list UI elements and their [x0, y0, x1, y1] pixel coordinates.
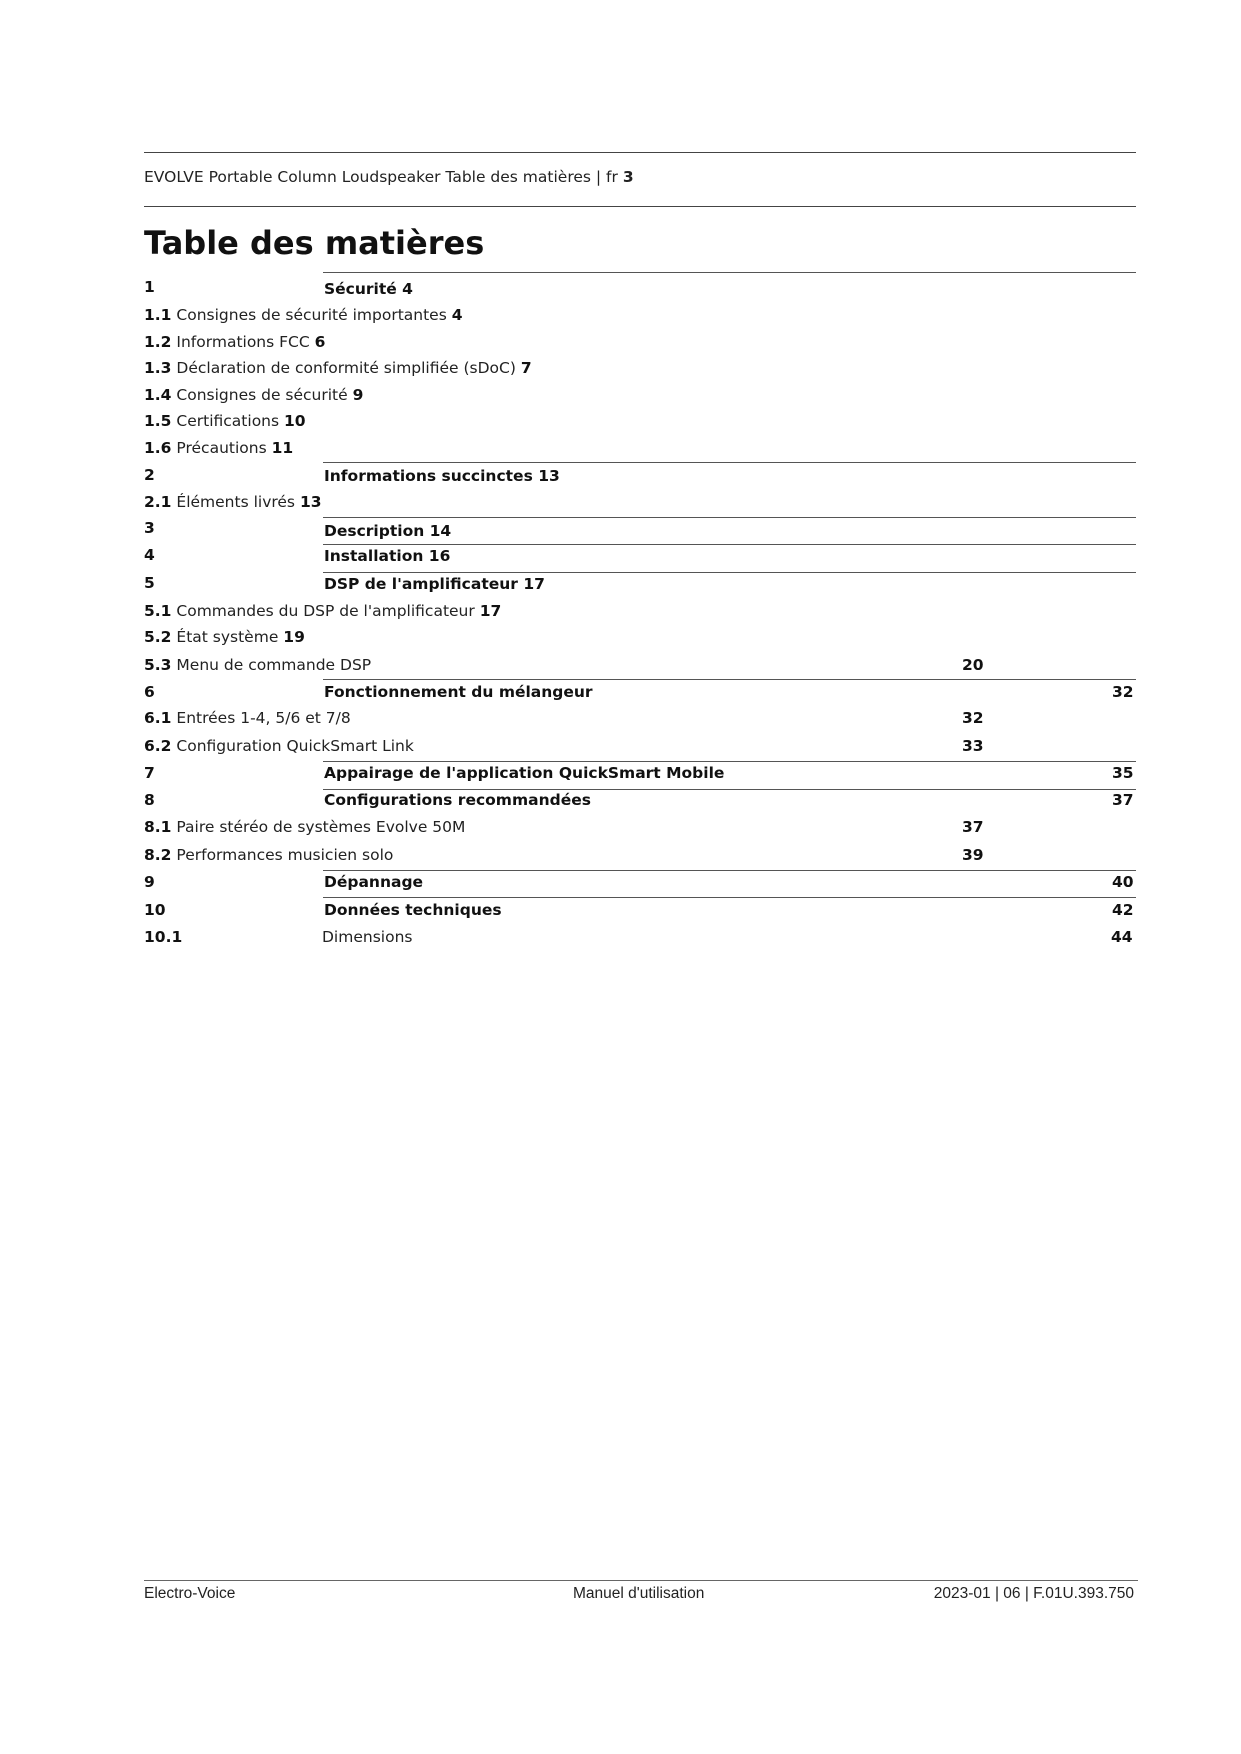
toc-chapter-6-page: 32	[1112, 683, 1134, 701]
toc-section-page: 11	[271, 439, 294, 457]
toc-chapter-3-title[interactable]: Description 14	[324, 522, 452, 540]
toc-section-num: 1.1	[144, 306, 172, 324]
toc-section-num: 8.2	[144, 846, 172, 864]
toc-section-1-6[interactable]	[144, 439, 293, 457]
toc-section-num: 1.3	[144, 359, 172, 377]
toc-divider	[323, 897, 1136, 898]
toc-divider	[323, 544, 1136, 545]
toc-divider	[323, 272, 1136, 273]
toc-chapter-6-title[interactable]: Fonctionnement du mélangeur	[324, 683, 593, 701]
toc-section-num: 6.1	[144, 709, 172, 727]
toc-section-title: Précautions	[176, 439, 267, 457]
running-header-text: EVOLVE Portable Column Loudspeaker Table des matières | fr	[144, 168, 618, 186]
footer-center: Manuel d'utilisation	[573, 1585, 705, 1602]
toc-divider	[323, 462, 1136, 463]
toc-section-page: 17	[479, 602, 502, 620]
toc-section-1-2[interactable]	[144, 333, 325, 351]
toc-section-num: 5.2	[144, 628, 172, 646]
toc-section-5-3[interactable]	[144, 656, 371, 674]
toc-section-title: Paire stéréo de systèmes Evolve 50M	[176, 818, 466, 836]
toc-chapter-3-num: 3	[144, 519, 155, 537]
toc-chapter-8-num: 8	[144, 791, 155, 809]
toc-chapter-2-title[interactable]: Informations succinctes 13	[324, 467, 560, 485]
toc-divider	[323, 789, 1136, 790]
toc-section-page: 13	[299, 493, 322, 511]
toc-section-8-1-page: 37	[962, 818, 984, 836]
toc-section-6-1[interactable]	[144, 709, 351, 727]
toc-section-page: 7	[520, 359, 532, 377]
toc-divider	[323, 761, 1136, 762]
toc-section-5-3-page: 20	[962, 656, 984, 674]
toc-section-num: 5.1	[144, 602, 172, 620]
toc-section-title: Menu de commande DSP	[176, 656, 372, 674]
footer-rule	[144, 1580, 1138, 1581]
toc-section-title: Informations FCC	[176, 333, 310, 351]
running-header-page: 3	[622, 168, 634, 186]
toc-section-1-4[interactable]	[144, 386, 363, 404]
toc-section-title: Éléments livrés	[176, 493, 296, 511]
toc-section-1-1[interactable]	[144, 306, 463, 324]
toc-divider	[323, 517, 1136, 518]
toc-section-title: Commandes du DSP de l'amplificateur	[176, 602, 475, 620]
footer-right: 2023-01 | 06 | F.01U.393.750	[933, 1585, 1134, 1602]
toc-section-1-3[interactable]	[144, 359, 532, 377]
toc-section-10-1-num: 10.1	[144, 928, 183, 946]
toc-section-6-1-page: 32	[962, 709, 984, 727]
toc-chapter-9-page: 40	[1112, 873, 1134, 891]
toc-section-10-1-page: 44	[1111, 928, 1133, 946]
toc-section-num: 6.2	[144, 737, 172, 755]
toc-section-title: Certifications	[176, 412, 280, 430]
toc-chapter-8-page: 37	[1112, 791, 1134, 809]
toc-section-8-2[interactable]	[144, 846, 393, 864]
toc-section-num: 1.4	[144, 386, 172, 404]
header-top-rule	[144, 152, 1136, 153]
toc-section-title: Entrées 1-4, 5/6 et 7/8	[176, 709, 351, 727]
toc-section-num: 1.2	[144, 333, 172, 351]
toc-section-6-2-page: 33	[962, 737, 984, 755]
toc-section-2-1[interactable]	[144, 493, 322, 511]
toc-chapter-10-title[interactable]: Données techniques	[324, 901, 502, 919]
running-header	[144, 168, 634, 186]
toc-section-num: 1.6	[144, 439, 172, 457]
toc-section-8-2-page: 39	[962, 846, 984, 864]
toc-chapter-10-num: 10	[144, 901, 166, 919]
toc-chapter-4-title[interactable]: Installation 16	[324, 547, 451, 565]
toc-section-5-1[interactable]	[144, 602, 501, 620]
toc-section-num: 1.5	[144, 412, 172, 430]
toc-divider	[323, 572, 1136, 573]
toc-chapter-6-num: 6	[144, 683, 155, 701]
toc-section-title: Consignes de sécurité importantes	[176, 306, 447, 324]
toc-section-page: 4	[451, 306, 463, 324]
toc-section-title: Déclaration de conformité simplifiée (sDoC)	[176, 359, 516, 377]
toc-section-10-1-title[interactable]: Dimensions	[322, 928, 413, 946]
toc-section-num: 8.1	[144, 818, 172, 836]
toc-chapter-7-title[interactable]: Appairage de l'application QuickSmart Mobile	[324, 764, 725, 782]
toc-divider	[323, 870, 1136, 871]
header-bottom-rule	[144, 206, 1136, 207]
toc-divider	[323, 679, 1136, 680]
toc-section-5-2[interactable]	[144, 628, 305, 646]
toc-section-num: 5.3	[144, 656, 172, 674]
toc-chapter-5-num: 5	[144, 574, 155, 592]
toc-section-page: 19	[283, 628, 305, 646]
toc-chapter-4-num: 4	[144, 546, 155, 564]
toc-chapter-9-num: 9	[144, 873, 155, 891]
toc-chapter-8-title[interactable]: Configurations recommandées	[324, 791, 591, 809]
toc-chapter-1-title[interactable]: Sécurité 4	[324, 280, 413, 298]
toc-chapter-10-page: 42	[1112, 901, 1134, 919]
toc-chapter-2-num: 2	[144, 466, 155, 484]
toc-section-6-2[interactable]	[144, 737, 414, 755]
toc-section-1-5[interactable]	[144, 412, 306, 430]
toc-section-title: Configuration QuickSmart Link	[176, 737, 414, 755]
toc-chapter-5-title[interactable]: DSP de l'amplificateur 17	[324, 575, 545, 593]
toc-chapter-1-num: 1	[144, 278, 155, 296]
toc-chapter-7-page: 35	[1112, 764, 1134, 782]
page-title: Table des matières	[144, 224, 485, 262]
toc-section-page: 9	[352, 386, 364, 404]
toc-section-title: Consignes de sécurité	[176, 386, 348, 404]
toc-section-page: 6	[314, 333, 326, 351]
toc-section-title: Performances musicien solo	[176, 846, 394, 864]
toc-section-num: 2.1	[144, 493, 172, 511]
footer-left: Electro-Voice	[144, 1585, 236, 1602]
toc-section-page: 10	[284, 412, 306, 430]
toc-section-8-1[interactable]	[144, 818, 465, 836]
toc-section-title: État système	[176, 628, 279, 646]
toc-chapter-9-title[interactable]: Dépannage	[324, 873, 424, 891]
toc-chapter-7-num: 7	[144, 764, 155, 782]
